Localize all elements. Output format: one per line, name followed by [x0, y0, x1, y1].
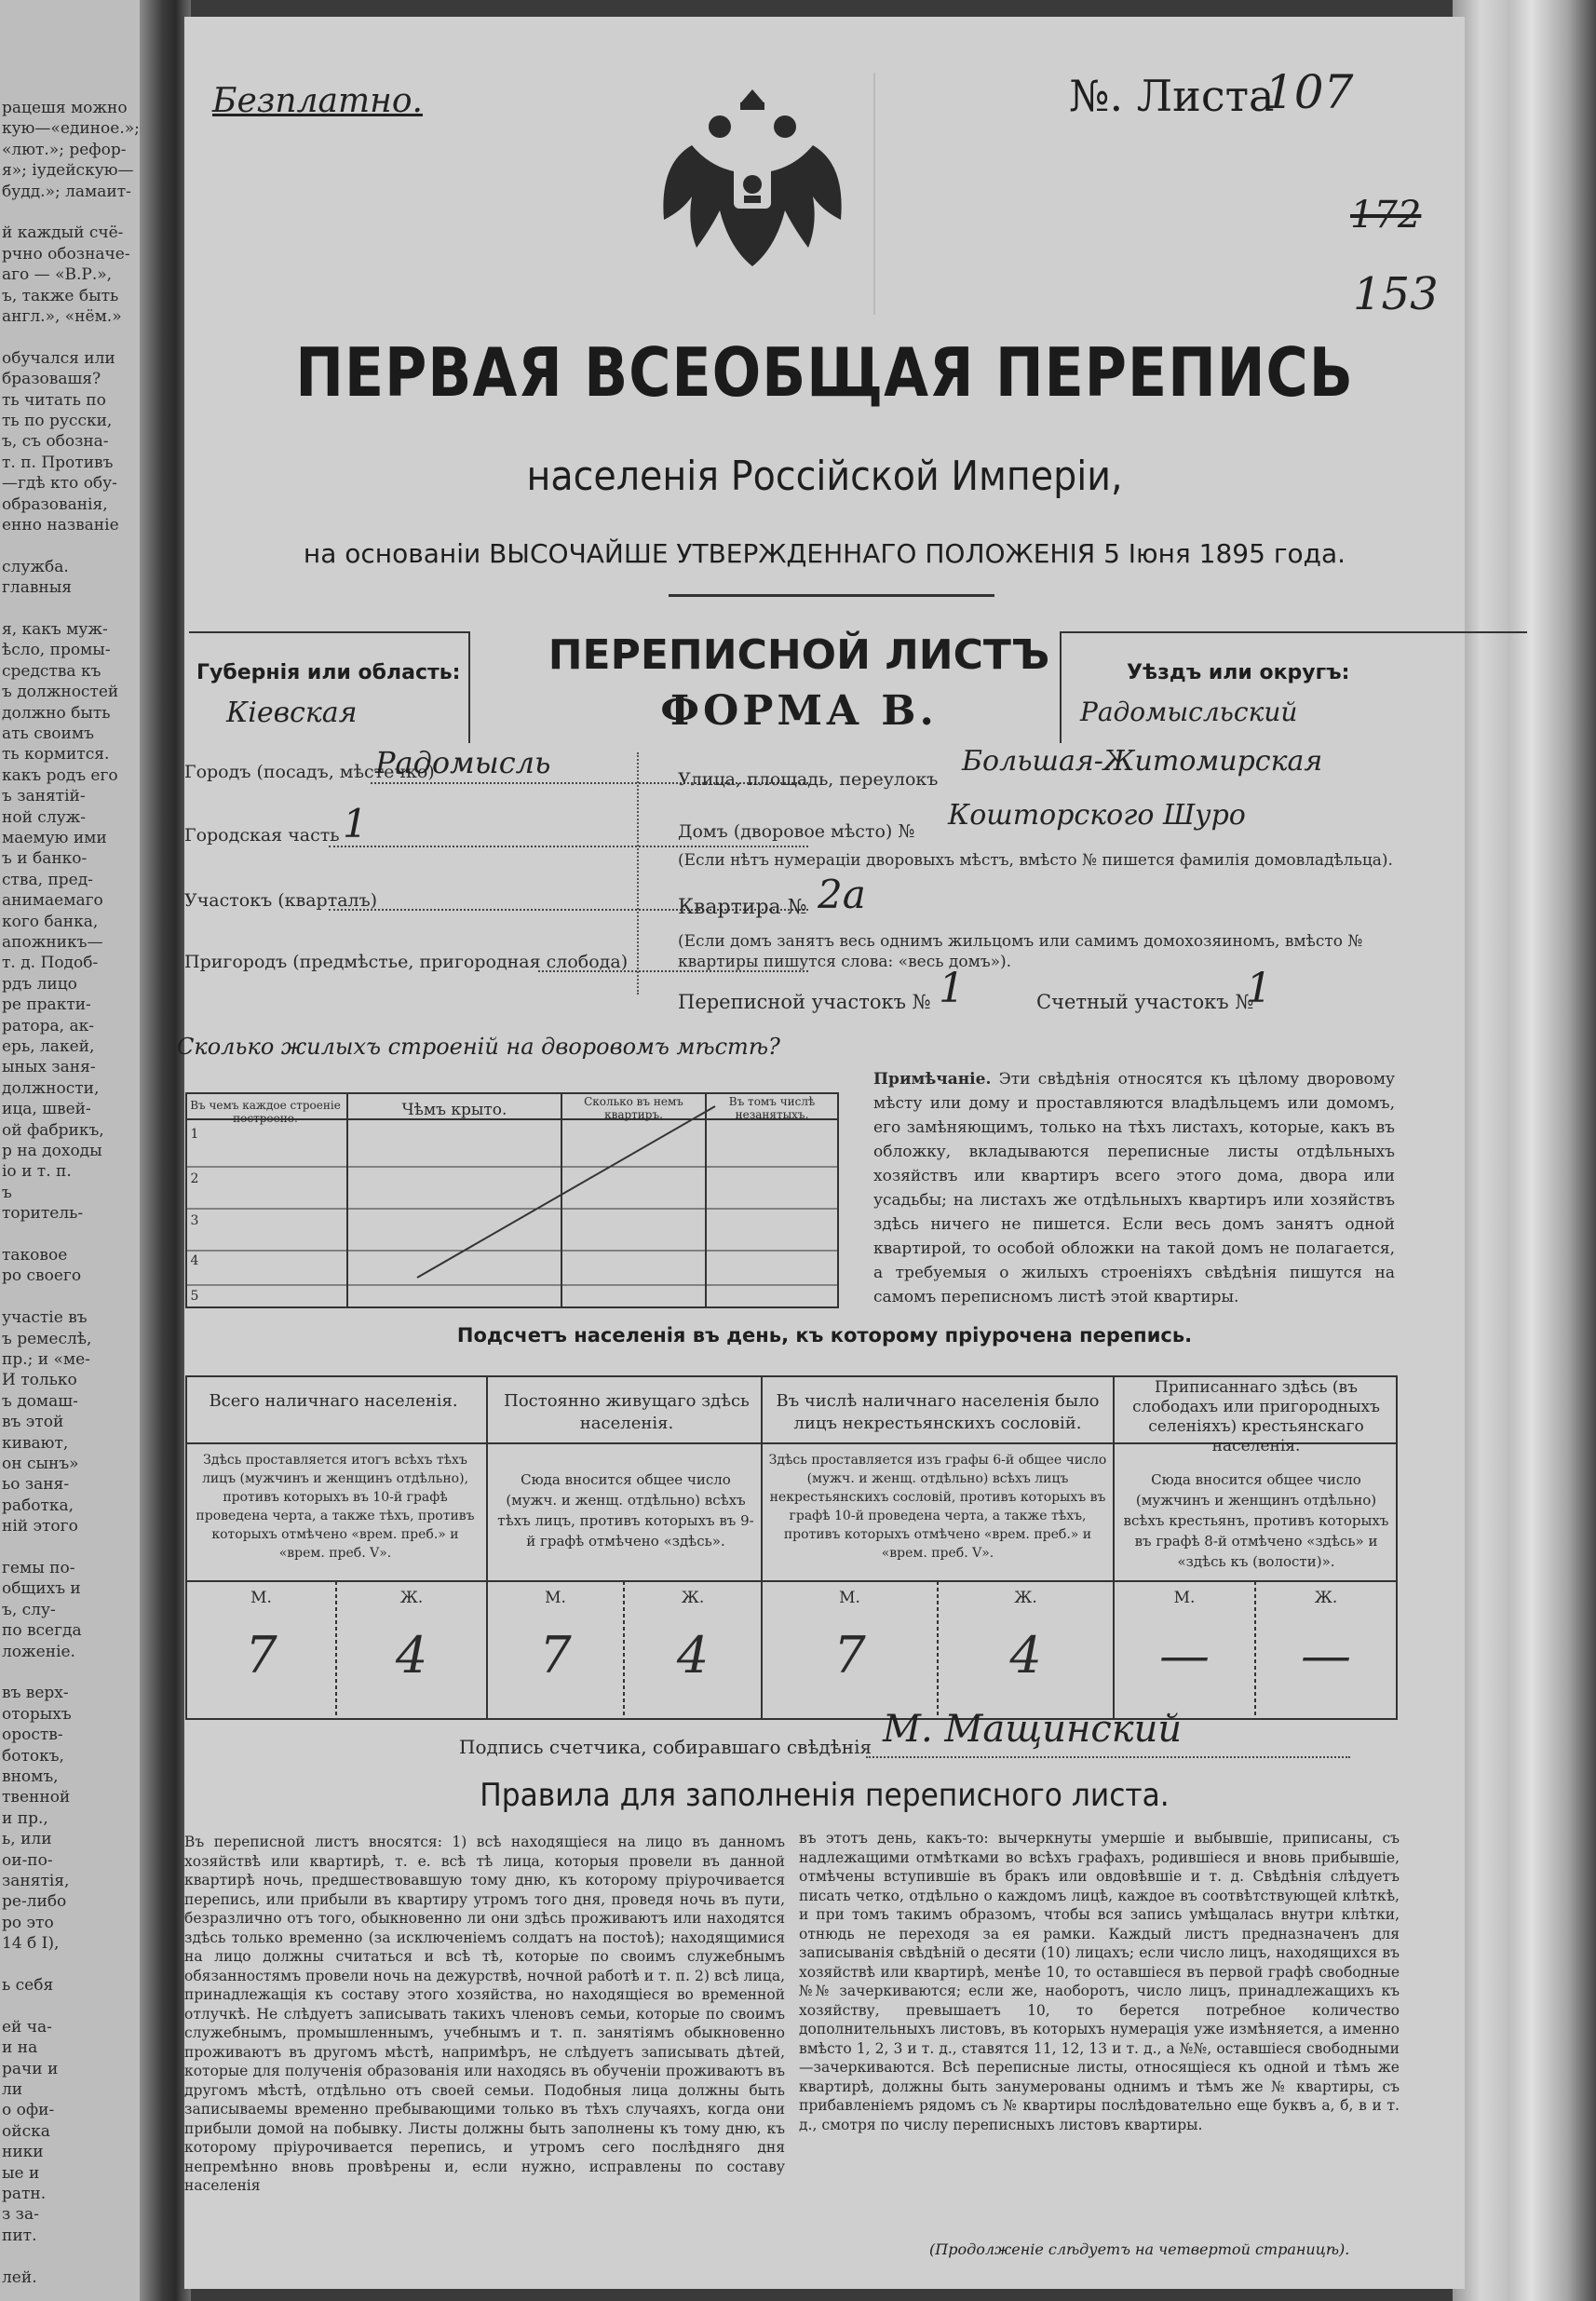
sheet-number-value: 107 [1265, 65, 1354, 119]
facing-page-line: ь себя [2, 1976, 54, 1995]
facing-page-line: енно названіе [2, 516, 119, 535]
rules-title: Правила для заполненія переписного листа. [480, 1777, 1170, 1814]
rules-left: Въ переписной листъ вносятся: 1) всѣ находящіеся на лицо въ данномъ хозяйствѣ или квартирѣ, т. е. всѣ тѣ лица, которыя провели въ данной квартирѣ ночь, предшествовавшую тому дню, къ которому пріурочивается перепись, или прибыли въ квартиру утромъ того дня, проведя ночь въ пути, безразлично отъ того, обыкновенно ли они здѣсь проживаютъ или находятся здѣсь только временно (за исключеніемъ солдатъ на постоѣ); находящимися на лицо должны считаться и всѣ тѣ, которые по своимъ служебнымъ обязанностямъ провели ночь на дежурствѣ, ночной работѣ и т. п. 2) всѣ лица, принадлежащія къ составу этого хозяйства, но находящіеся во временной отлучкѣ. Не слѣдуетъ записывать такихъ членовъ семьи, которые по своимъ служебнымъ, промышленнымъ, учебнымъ и т. п. занятіямъ обыкновенно проживаютъ въ другомъ мѣстѣ, напримѣръ, не слѣдуетъ записывать дѣтей, которые для полученія образованія или находясь въ обученіи проживаютъ въ другомъ мѣстѣ, отдѣльно отъ своей семьи. Подобныя лица должны быть записываемы временно пребывающими только въ тѣхъ случаяхъ, когда они прибыли домой на побывку. Листы должны быть заполнены къ тому дню, къ которому пріурочивается перепись, и утромъ сего послѣдняго дня непремѣнно вновь провѣрены и, если нужно, исправлены по составу населенія [184, 1834, 785, 2194]
facing-page-line: средства къ [2, 661, 101, 681]
pop-col4-desc: Сюда вносится общее число (мужчинъ и женщинъ отдѣльно) всѣхъ крестьянъ, противъ которыхъ въ графѣ 8-й отмѣчено «здѣсь» и «здѣсь къ (волости)». [1123, 1471, 1389, 1570]
street-label: Улица, площадь, переулокъ [678, 769, 939, 790]
pop-f-label-1: Ж. [399, 1589, 424, 1607]
form-title: ПЕРЕПИСНОЙ ЛИСТЪ [548, 631, 1050, 679]
facing-page-line: главныя [2, 578, 72, 598]
facing-page-line: занятія, [2, 1872, 70, 1890]
rules-right: въ этотъ день, какъ-то: вычеркнуты умершіе и выбывшіе, приписаны, съ надлежащими отмѣтками во всѣхъ графахъ, родившіеся и вновь прибывшіе, отмѣчены вступившіе въ бракъ или овдовѣвшіе и т. д. Свѣдѣнія слѣдуетъ писать четко, отдѣльно о каждомъ лицѣ, каждое въ соотвѣтствующей клѣткѣ, и при томъ такимъ образомъ, чтобы вся запись умѣщалась внутри клѣтки, отнюдь не переходя за ея рамки. Каждый листъ предназначенъ для записыванія свѣдѣній о десяти (10) лицахъ; если число лицъ, находящихся въ хозяйствѣ или квартирѣ, менѣе 10, то оставшіеся въ первой графѣ свободные №№ зачеркиваются; если же, наоборотъ, число лицъ, принадлежащихъ къ хозяйству, превышаетъ 10, то берется потребное количество дополнительныхъ листовъ, въ которыхъ нумерація уже измѣняется, а именно вмѣсто 1, 2, 3 и т. д., ставятся 11, 12, 13 и т. д., а №№, оставшіеся свободными—зачеркиваются. Всѣ переписные листы, относящіеся къ одной и тѣмъ же квартирѣ, должны быть занумерованы однимъ и тѣмъ же № квартиры, съ прибавленіемъ рядомъ съ № квартиры послѣдовательно еще буквъ а, б, в и т. д., смотря по числу переписныхъ листовъ квартиры. [799, 1830, 1400, 2133]
pop-peasant-f: — [1301, 1626, 1351, 1685]
page-stack-edge [1453, 0, 1596, 2301]
pop-total-m: 7 [245, 1626, 277, 1685]
bld-col-apartments: Сколько въ немъ квартиръ. [584, 1095, 683, 1121]
population-title: Подсчетъ населенія въ день, къ которому пріурочена перепись. [456, 1324, 1193, 1347]
archive-number-2: 153 [1353, 268, 1439, 320]
facing-page-line: ть по русски, [2, 412, 113, 430]
facing-page-line: ній этого [2, 1517, 78, 1536]
facing-page-line: анимаемаго [2, 891, 103, 911]
district-value: Радомысльский [1080, 697, 1298, 727]
pop-nonpeasant-f: 4 [1009, 1626, 1042, 1685]
facing-page-line: о офи- [2, 2101, 55, 2120]
pop-peasant-m: — [1159, 1626, 1210, 1685]
facing-page-line: я, какъ муж- [2, 620, 108, 639]
facing-page-line: служба. [2, 557, 69, 576]
facing-page-line: оторыхъ [2, 1704, 72, 1724]
part-line [329, 846, 808, 847]
facing-page-line: и пр., [2, 1808, 48, 1828]
facing-page-line: я»; іудейскую— [2, 161, 134, 181]
facing-page-line: т. п. Противъ [2, 453, 114, 472]
facing-page-line: кого банка, [2, 912, 99, 931]
facing-page-line: ороств- [2, 1726, 63, 1745]
facing-page-line: ть читать по [2, 390, 106, 410]
facing-page-line: іо и т. п. [2, 1162, 72, 1182]
facing-page-line: ѣсло, промы- [2, 641, 111, 660]
facing-page-line: ые и [2, 2163, 40, 2183]
facing-page-line: рчно обозначе- [2, 244, 130, 264]
facing-page-line: «лют.»; рефор- [2, 140, 127, 159]
bld-row-4: 4 [190, 1253, 199, 1268]
quarter-label: Участокъ (кварталъ) [184, 890, 378, 911]
rules-continued: (Продолженіе слѣдуетъ на четвертой страницѣ). [929, 2240, 1350, 2258]
facing-page-line: И только [2, 1371, 77, 1390]
facing-page-line: кую—«единое.»; [2, 119, 140, 139]
facing-page-line: образованія, [2, 494, 108, 514]
facing-page-line: ро своего [2, 1266, 82, 1286]
page-title: ПЕРВАЯ ВСЕОБЩАЯ ПЕРЕПИСЬ [295, 333, 1354, 412]
province-value: Кіевская [226, 697, 358, 729]
pop-f-label-4: Ж. [1314, 1589, 1338, 1607]
facing-page-line: р на доходы [2, 1142, 102, 1160]
bld-row-2: 2 [190, 1171, 199, 1186]
pop-f-label-2: Ж. [681, 1589, 705, 1607]
apartment-note: (Если домъ занятъ весь однимъ жильцомъ или самимъ домохозяиномъ, вмѣсто № квартиры пишутся слова: «весь домъ»). [678, 932, 1363, 971]
facing-page-line: въ верх- [2, 1684, 69, 1703]
facing-page-line: общихъ и [2, 1579, 81, 1599]
book-gutter [140, 0, 191, 2301]
facing-page [0, 0, 158, 2301]
pop-col3-desc: Здѣсь проставляется изъ графы 6-й общее число (мужч. и женщ. отдѣльно) всѣхъ лицъ некрестьянскихъ сословій, противъ которыхъ въ графѣ 10-й проведена черта, а также тѣхъ, противъ которыхъ отмѣчено «врем. преб.» и «врем. преб. V». [768, 1453, 1107, 1561]
pop-m-label-4: М. [1173, 1589, 1196, 1607]
buildings-question: Сколько жилыхъ строеній на дворовомъ мѣстѣ? [177, 1034, 780, 1060]
pop-nonpeasant-m: 7 [833, 1626, 866, 1685]
facing-page-line: рдъ лицо [2, 974, 77, 994]
free-label: Безплатно. [212, 82, 423, 120]
facing-page-line: ъ ремеслѣ, [2, 1329, 92, 1348]
sheet-number-label: №. Листа [1069, 71, 1275, 121]
facing-page-line: лей. [2, 2267, 37, 2287]
city-label: Городъ (посадъ, мѣстечко) [184, 762, 435, 782]
city-value: Радомысль [375, 745, 551, 780]
count-district-label: Счетный участокъ № [1036, 991, 1254, 1013]
facing-page-line: ать своимъ [2, 724, 94, 743]
page-subtitle: населенія Россійской Имперіи, [526, 453, 1123, 500]
pop-permanent-m: 7 [539, 1626, 572, 1685]
facing-page-line: ложеніе. [2, 1642, 75, 1661]
facing-page-line: будд.»; ламаит- [2, 182, 131, 201]
house-note: (Если нѣтъ нумераціи дворовыхъ мѣстъ, вмѣсто № пишется фамилія домовладѣльца). [678, 851, 1393, 870]
facing-page-line: ъ, слу- [2, 1600, 56, 1619]
suburb-label: Пригородъ (предмѣстье, пригородная слобода) [184, 952, 629, 972]
pop-m-label-3: М. [839, 1589, 860, 1607]
facing-page-line: ства, пред- [2, 870, 93, 889]
facing-page-line: ыных заня- [2, 1058, 96, 1077]
facing-page-line: ь, или [2, 1830, 52, 1849]
part-value: 1 [343, 801, 368, 846]
facing-page-line: ре практи- [2, 995, 91, 1015]
note-text: Эти свѣдѣнія относятся къ цѣлому дворовому мѣсту или дому и проставляются владѣльцемъ или домомъ, его замѣняющимъ, только на тѣхъ листахъ, которые, какъ въ обложку, вкладываются переписные листы отдѣльныхъ хозяйствъ или квартиръ всего этого дома, двора или усадьбы; на листахъ же отдѣльныхъ квартиръ или хозяйствъ здѣсь ничего не пишется. Если весь домъ занятъ одной квартирой, то особой обложки на такой домъ не полагается, а требуемыя о жилыхъ строеніяхъ свѣдѣнія пишутся на самомъ переписномъ листѣ этой квартиры. [873, 1070, 1395, 1306]
facing-page-line: пит. [2, 2226, 37, 2245]
signature-value: М. Мащинский [883, 1708, 1183, 1751]
facing-page-line: въ этой [2, 1413, 64, 1432]
bld-row-3: 3 [190, 1213, 199, 1228]
bld-row-5: 5 [190, 1289, 199, 1304]
facing-page-line: —гдѣ кто обу- [2, 474, 117, 494]
facing-page-line: т. д. Подоб- [2, 954, 99, 973]
apartment-label: Квартира № [678, 896, 807, 919]
pop-col1-header: Всего наличнаго населенія. [209, 1391, 458, 1411]
facing-page-line: бразовашя? [2, 370, 101, 389]
imperial-eagle-icon [655, 71, 850, 285]
facing-page-line: рачи и [2, 2059, 59, 2078]
facing-page-line: по всегда [2, 1621, 82, 1641]
facing-page-line: участіе въ [2, 1308, 88, 1328]
facing-page-line: обучался или [2, 348, 115, 368]
facing-page-line: ли [2, 2080, 23, 2099]
facing-page-line: кивают, [2, 1433, 69, 1453]
pop-f-label-3: Ж. [1014, 1589, 1037, 1607]
facing-page-line: ъ должностей [2, 683, 119, 702]
divider [669, 594, 994, 597]
facing-page-line: ратн. [2, 2185, 47, 2203]
facing-page-line: работка, [2, 1496, 74, 1515]
census-sheet [177, 17, 1465, 2289]
form-type: ФОРМА В. [660, 687, 938, 735]
facing-page-line: ть кормится. [2, 745, 110, 765]
facing-page-line: вномъ, [2, 1767, 59, 1786]
facing-page-line: ъ домаш- [2, 1391, 78, 1411]
facing-page-line: апожникъ— [2, 933, 103, 952]
facing-page-line: ойска [2, 2121, 50, 2141]
legal-basis: на основаніи ВЫСОЧАЙШЕ УТВЕРЖДЕННАГО ПОЛОЖЕНІЯ 5 Іюня 1895 года. [303, 538, 1346, 569]
count-district-value: 1 [1246, 965, 1272, 1012]
facing-page-line: должно быть [2, 703, 111, 723]
house-label: Домъ (дворовое мѣсто) № [678, 821, 915, 842]
buildings-note [873, 1067, 1395, 1309]
facing-page-line: ъ, съ обозна- [2, 432, 109, 452]
facing-page-line: он сынъ» [2, 1455, 79, 1473]
facing-page-line: ерь, лакей, [2, 1037, 95, 1056]
facing-page-line: аго — «В.Р.», [2, 265, 113, 285]
facing-page-line: ботокъ, [2, 1746, 64, 1766]
facing-page-line: ица, швей- [2, 1100, 91, 1119]
house-value: Кошторского Шуро [948, 799, 1246, 832]
facing-page-line: англ.», «нём.» [2, 307, 122, 326]
district-box [1060, 631, 1527, 743]
facing-page-line: какъ родъ его [2, 765, 118, 785]
pop-m-label-1: М. [250, 1589, 272, 1607]
facing-page-line: з за- [2, 2205, 39, 2225]
province-box [189, 631, 470, 743]
facing-page-line: ъ, также быть [2, 286, 119, 305]
pop-permanent-f: 4 [676, 1626, 710, 1685]
facing-page-line: твенной [2, 1788, 71, 1807]
facing-page-line: и на [2, 2038, 38, 2058]
pop-col3-header: Въ числѣ наличнаго населенія было лицъ некрестьянскихъ сословій. [776, 1391, 1100, 1433]
pop-col4-header: Приписаннаго здѣсь (въ слободахъ или пригородныхъ селеніяхъ) крестьянскаго населенія. [1132, 1378, 1380, 1455]
bld-col-material: Въ чемъ каждое строеніе построено. [190, 1099, 341, 1125]
facing-page-line: ои-по- [2, 1850, 53, 1870]
pop-m-label-2: М. [545, 1589, 566, 1607]
note-title: Примѣчаніе. [873, 1070, 992, 1089]
facing-page-line: ъ занятій- [2, 787, 86, 806]
facing-page-line: ной служ- [2, 807, 87, 827]
facing-page-line: ей ча- [2, 2017, 52, 2037]
facing-page-line: рацешя можно [2, 99, 128, 117]
facing-page-line: ре-либо [2, 1892, 67, 1912]
bld-row-1: 1 [190, 1127, 199, 1142]
part-label: Городская часть [184, 825, 340, 846]
facing-page-line: ъ [2, 1183, 12, 1202]
facing-page-line: ой фабрикъ, [2, 1120, 104, 1140]
pop-col1-desc: Здѣсь проставляется итогъ всѣхъ тѣхъ лицъ (мужчинъ и женщинъ отдѣльно), противъ которыхъ въ 10-й графѣ проведена черта, а также тѣхъ, противъ которыхъ отмѣчено «врем. преб.» и «врем. преб. V». [196, 1453, 475, 1561]
facing-page-line: маемую ими [2, 829, 107, 847]
apartment-value: 2а [818, 872, 866, 917]
bld-col-roof: Чѣмъ крыто. [401, 1101, 507, 1119]
facing-page-line: й каждый счё- [2, 223, 124, 243]
census-district-value: 1 [939, 965, 965, 1012]
signature-label: Подпись счетчика, собиравшаго свѣдѣнія [459, 1736, 872, 1758]
facing-page-line: гемы по- [2, 1559, 75, 1577]
pop-col2-desc: Сюда вносится общее число (мужч. и женщ. отдѣльно) всѣхъ тѣхъ лицъ, противъ которыхъ въ 9-й графѣ отмѣчено «здѣсь». [497, 1471, 754, 1550]
facing-page-line: ъ и банко- [2, 849, 88, 869]
facing-page-line: ники [2, 2143, 44, 2162]
facing-page-line: таковое [2, 1246, 68, 1265]
bld-col-vacant: Въ томъ числѣ незанятыхъ. [728, 1095, 816, 1121]
province-label: Губернія или область: [196, 661, 461, 684]
archive-number-1: 172 [1350, 194, 1422, 237]
signature-line [866, 1756, 1350, 1758]
census-district-label: Переписной участокъ № [678, 991, 931, 1013]
facing-page-line: торитель- [2, 1204, 84, 1224]
facing-page-line: пр.; и «ме- [2, 1350, 90, 1369]
street-value: Большая-Житомирская [962, 745, 1323, 778]
address-divider [637, 752, 639, 995]
facing-page-line: ратора, ак- [2, 1016, 94, 1035]
pop-total-f: 4 [395, 1626, 428, 1685]
facing-page-line: 14 б I), [2, 1934, 60, 1954]
facing-page-line: ро это [2, 1913, 54, 1932]
district-label: Уѣздъ или округъ: [1127, 661, 1350, 684]
facing-page-line: ьо заня- [2, 1475, 70, 1495]
pop-col2-header: Постоянно живущаго здѣсь населенія. [504, 1391, 750, 1433]
facing-page-line: должности, [2, 1078, 100, 1098]
